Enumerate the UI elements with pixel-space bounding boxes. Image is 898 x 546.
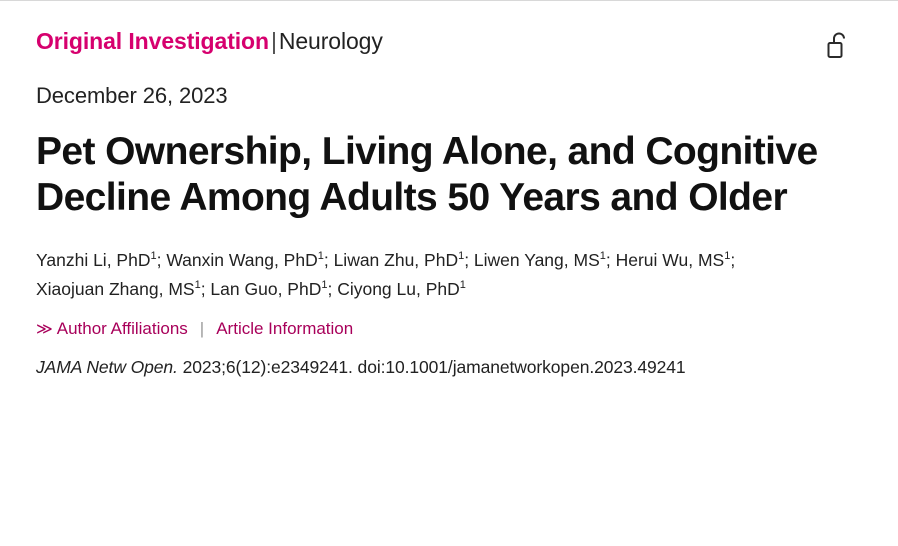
publication-date: December 26, 2023 [36, 83, 228, 108]
top-divider [0, 0, 898, 1]
kicker-separator: | [270, 28, 277, 54]
chevron-double-right-icon[interactable]: ≫ [36, 321, 51, 339]
citation [36, 357, 862, 378]
kicker [36, 28, 383, 56]
author-affiliations-link[interactable]: Author Affiliations [56, 319, 188, 339]
header-links [36, 319, 862, 339]
author-list [36, 246, 862, 303]
links-divider: | [199, 319, 205, 339]
open-lock-icon [826, 30, 852, 67]
citation-journal: JAMA Netw Open. [36, 357, 178, 378]
kicker-row [36, 28, 862, 67]
page-title: Pet Ownership, Living Alone, and Cognitive Decline Among Adults 50 Years and Older [36, 130, 818, 219]
citation-details: 2023;6(12):e2349241. doi:10.1001/jamanetworkopen.2023.49241 [182, 357, 686, 378]
article-information-link[interactable]: Article Information [216, 319, 354, 339]
author-line-2: Xiaojuan Zhang, $MS^1$; Lan Guo, PhD$^1$; Ciyong Lu, PhD$^1$ [36, 278, 466, 299]
article-section-label[interactable]: Neurology [278, 28, 383, 54]
author-line-1: Yanzhi Li, PhD$^1$; Wanxin Wang, PhD$^1$; Liwan Zhu, PhD$^1$; Liwen Yang, $MS^1$; Herui Wu, $MS^1$; [36, 250, 736, 271]
article-type-label[interactable]: Original Investigation [36, 28, 269, 54]
